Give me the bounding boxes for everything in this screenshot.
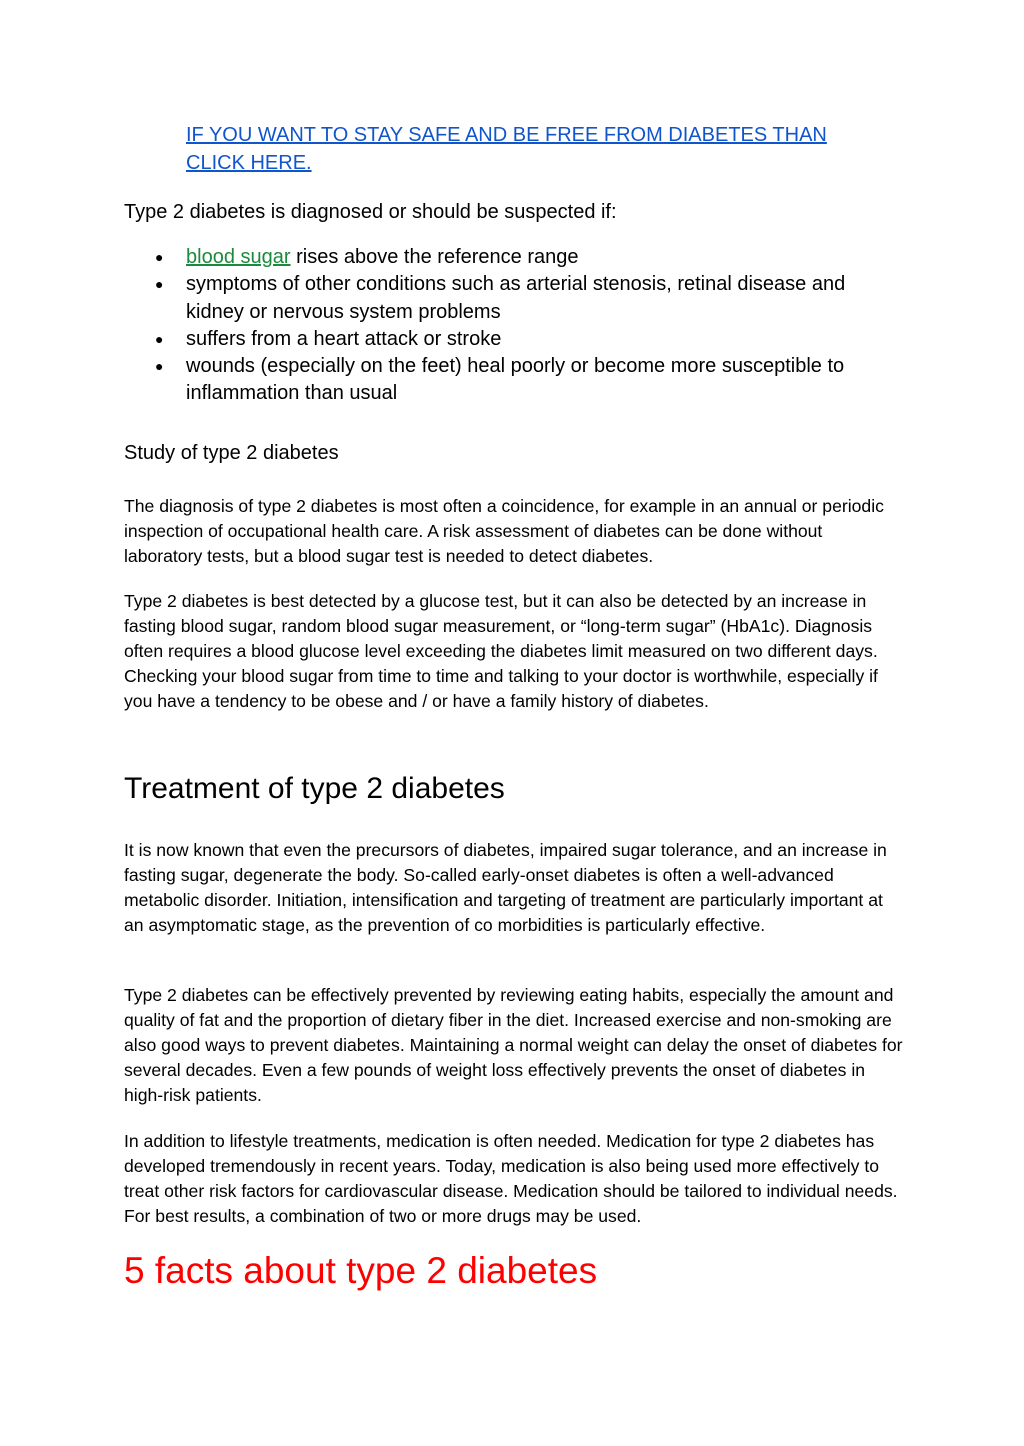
treatment-paragraph: It is now known that even the precursors of diabetes, impaired sugar tolerance, and an increase in fasting sugar, degenerate the body. So-called early-onset diabetes is often a well-advanced metabolic disorder. Initiation, intensification and targeting of treatment are particularly important at an asymptomatic stage, as the prevention of co morbidities is particularly effective. bbox=[124, 840, 887, 935]
list-item bbox=[124, 244, 904, 271]
list-item bbox=[124, 271, 904, 326]
study-paragraph: Type 2 diabetes is best detected by a glucose test, but it can also be detected by an increase in fasting blood sugar, random blood sugar measurement, or “long-term sugar” (HbA1c). Diagnosis often requires a blood glucose level exceeding the diabetes limit measured on two different days. Checking your blood sugar from time to time and talking to your doctor is worthwhile, especially if you have a tendency to be obese and / or have a family history of diabetes. bbox=[124, 591, 878, 711]
intro-text: Type 2 diabetes is diagnosed or should be suspected if: bbox=[124, 201, 617, 223]
list-item bbox=[124, 353, 904, 408]
bullet-icon: ● bbox=[155, 330, 164, 347]
bullet-icon: ● bbox=[155, 276, 164, 293]
treatment-heading: Treatment of type 2 diabetes bbox=[124, 772, 505, 805]
symptom-list bbox=[124, 244, 904, 408]
list-item-text: wounds (especially on the feet) heal poorly or become more susceptible to inflammation than usual bbox=[186, 355, 845, 405]
cta-click-here-link[interactable]: IF YOU WANT TO STAY SAFE AND BE FREE FROM DIABETES THAN CLICK HERE. bbox=[186, 124, 827, 174]
study-heading: Study of type 2 diabetes bbox=[124, 442, 339, 464]
bullet-icon: ● bbox=[155, 358, 164, 375]
list-item-text: symptoms of other conditions such as arterial stenosis, retinal disease and kidney or nervous system problems bbox=[186, 273, 846, 323]
treatment-paragraph: Type 2 diabetes can be effectively prevented by reviewing eating habits, especially the amount and quality of fat and the proportion of dietary fiber in the diet. Increased exercise and non-smoking are also good ways to prevent diabetes. Maintaining a normal weight can delay the onset of diabetes for several decades. Even a few pounds of weight loss effectively prevents the onset of diabetes in high-risk patients. bbox=[124, 985, 903, 1105]
blood-sugar-link[interactable]: blood sugar bbox=[186, 246, 291, 268]
facts-heading: 5 facts about type 2 diabetes bbox=[124, 1250, 598, 1291]
list-item-text: suffers from a heart attack or stroke bbox=[186, 327, 502, 350]
bullet-icon: ● bbox=[155, 249, 164, 265]
treatment-paragraph: In addition to lifestyle treatments, medication is often needed. Medication for type 2 diabetes has developed tremendously in recent years. Today, medication is also being used more effectively to treat other risk factors for cardiovascular disease. Medication should be tailored to individual needs. For best results, a combination of two or more drugs may be used. bbox=[124, 1131, 898, 1226]
study-paragraph: The diagnosis of type 2 diabetes is most often a coincidence, for example in an annual or periodic inspection of occupational health care. A risk assessment of diabetes can be done without laboratory tests, but a blood sugar test is needed to detect diabetes. bbox=[124, 496, 884, 566]
list-item bbox=[124, 326, 904, 353]
list-item-text: rises above the reference range bbox=[290, 246, 579, 268]
